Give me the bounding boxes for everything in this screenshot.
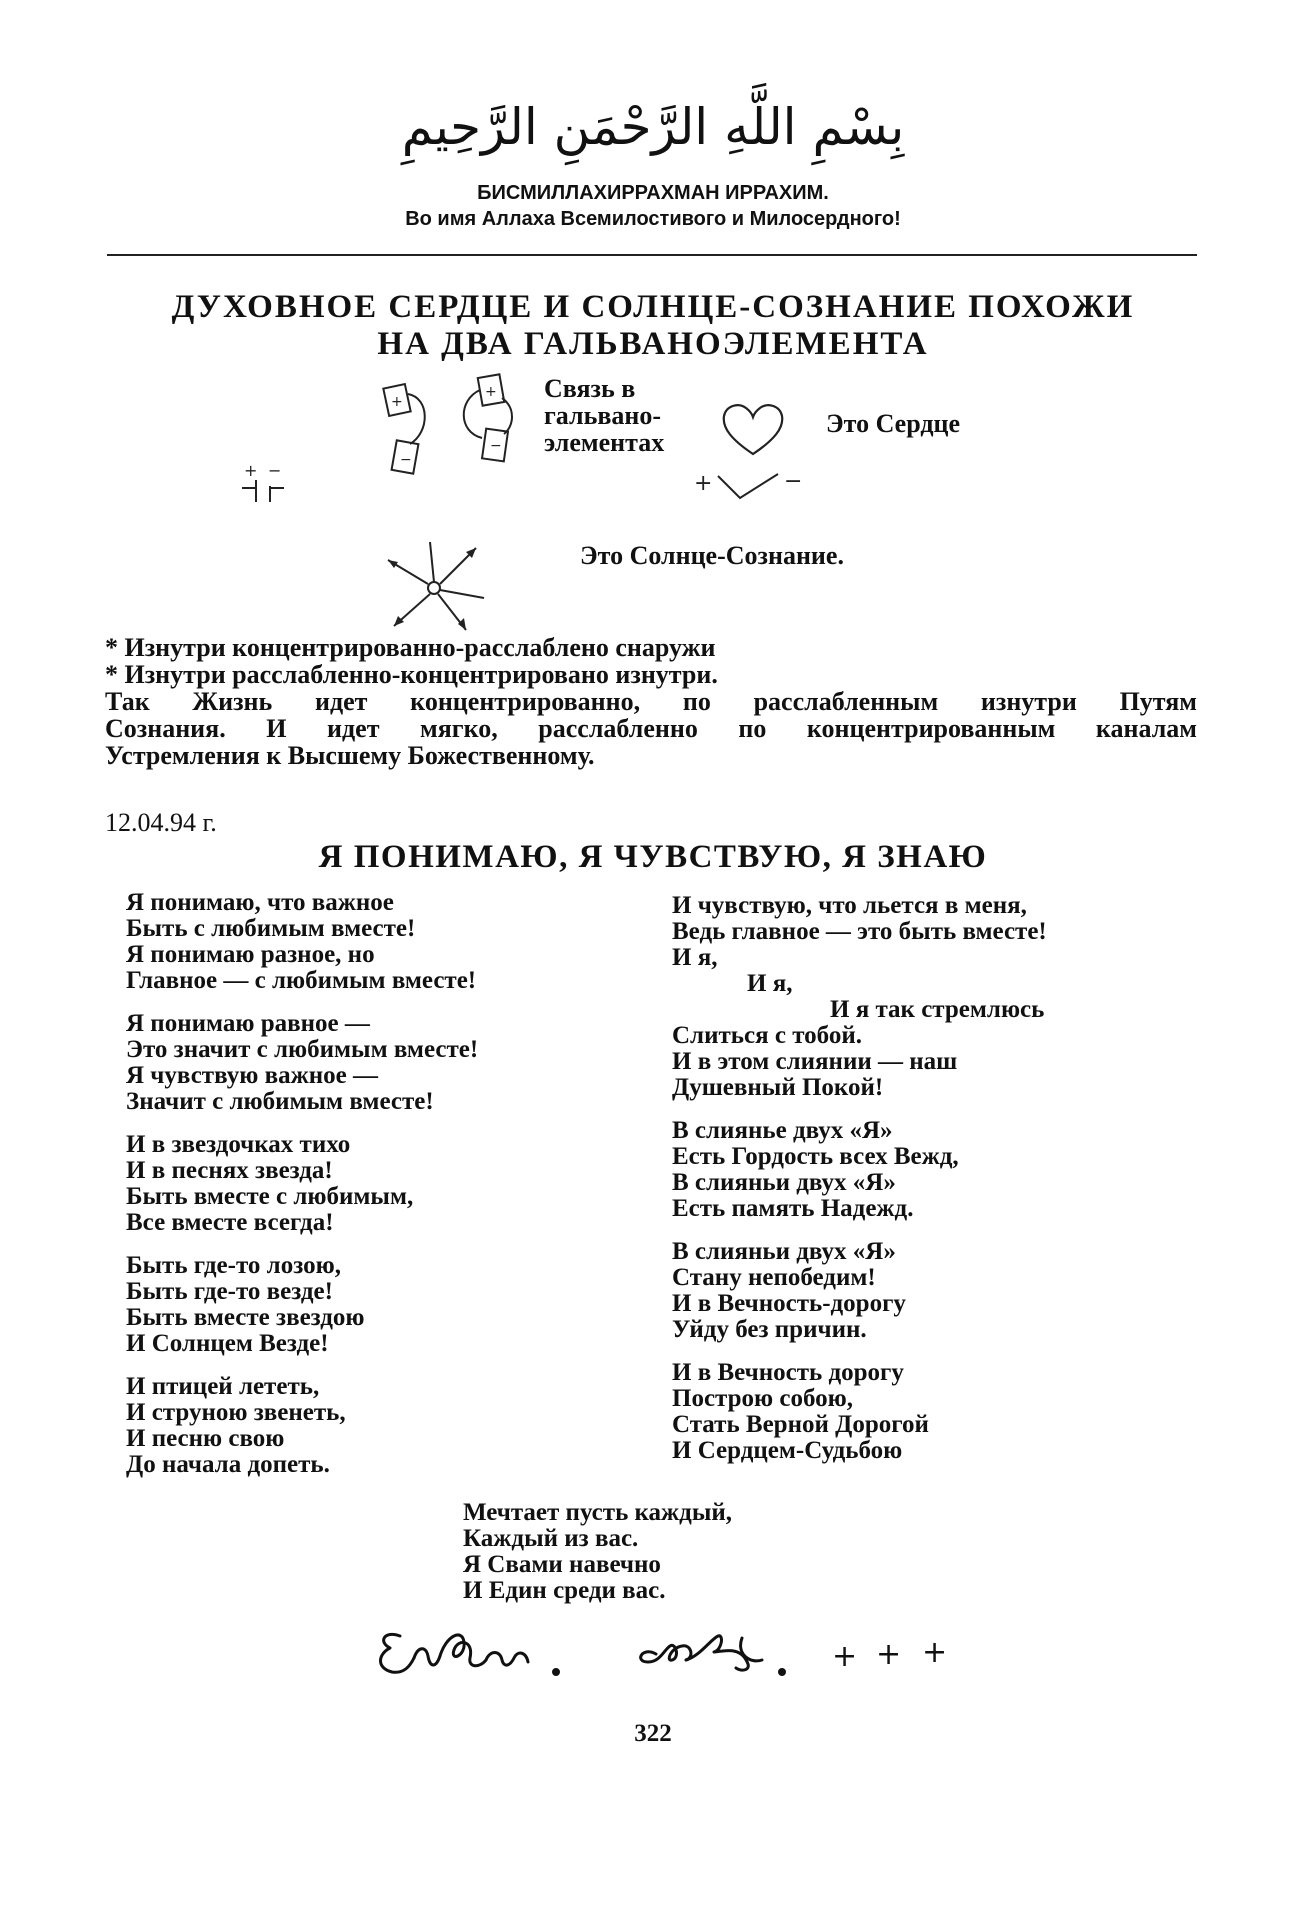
- svg-text:−: −: [490, 438, 502, 454]
- poem-line: И в Вечность-дорогу: [672, 1290, 906, 1317]
- poem-line: До начала допеть.: [126, 1451, 330, 1478]
- poem-line: В слияньи двух «Я»: [672, 1169, 896, 1196]
- poem-line: Я понимаю разное, но: [126, 941, 375, 968]
- battery-symbol-icon: [238, 462, 308, 506]
- poem-line: Построю собою,: [672, 1385, 854, 1412]
- connection-label-line-1: Связь в: [544, 374, 636, 403]
- heart-polarity-icon: [690, 462, 810, 508]
- bismillah-calligraphy: بِسْمِ اللَّهِ الرَّحْمَنِ الرَّحِيمِ: [401, 98, 905, 156]
- svg-text:+: +: [832, 1639, 858, 1674]
- poem-line: В слияньи двух «Я»: [672, 1238, 896, 1265]
- paragraph-line-1: Так Жизнь идет концентрированно, по расслабленным изнутри Путям: [105, 687, 1197, 716]
- poem-line: Душевный Покой!: [672, 1074, 884, 1101]
- poem-line: Стану непобедим!: [672, 1264, 876, 1291]
- poem-line: И в этом слиянии — наш: [672, 1048, 958, 1075]
- poem-left-column: [126, 890, 478, 1495]
- poem-line: Значит с любимым вместе!: [126, 1088, 434, 1115]
- poem-line: Каждый из вас.: [463, 1525, 639, 1552]
- poem-line: Есть память Надежд.: [672, 1195, 914, 1222]
- poem-line: Я понимаю равное —: [126, 1010, 370, 1037]
- section-title-line-1: ДУХОВНОЕ СЕРДЦЕ И СОЛНЦЕ-СОЗНАНИЕ ПОХОЖИ: [171, 289, 1135, 325]
- poem-stanza: [672, 893, 1047, 1101]
- bismillah-translation: Во имя Аллаха Всемилостивого и Милосердного!: [405, 208, 901, 230]
- poem-date: 12.04.94 г.: [105, 808, 217, 837]
- heart-label: Это Сердце: [826, 409, 960, 438]
- poem-line: И Солнцем Везде!: [126, 1330, 329, 1357]
- poem-line: В слиянье двух «Я»: [672, 1117, 893, 1144]
- poem-line: И я,: [747, 970, 793, 997]
- svg-text:−: −: [784, 469, 803, 494]
- poem-line: И песню свою: [126, 1425, 285, 1452]
- paragraph-line-2: Сознания. И идет мягко, расслабленно по концентрированным каналам: [105, 714, 1197, 743]
- poem-line: И в звездочках тихо: [126, 1131, 351, 1158]
- bismillah-transliteration: БИСМИЛЛАХИРРАХМАН ИРРАХИМ.: [477, 182, 829, 204]
- poem-line: Главное — с любимым вместе!: [126, 967, 477, 994]
- bullet-line-2: * Изнутри расслабленно-концентрировано изнутри.: [105, 660, 718, 689]
- svg-text:+: +: [485, 384, 497, 400]
- poem-line: И Сердцем-Судьбою: [672, 1437, 903, 1464]
- sun-label: Это Солнце-Сознание.: [580, 541, 844, 570]
- poem-line: И птицей лететь,: [126, 1373, 320, 1400]
- poem-line: Уйду без причин.: [672, 1316, 867, 1343]
- svg-text:+: +: [922, 1635, 948, 1670]
- poem-line: И струною звенеть,: [126, 1399, 346, 1426]
- poem-line: И в Вечность дорогу: [672, 1359, 904, 1386]
- poem-line: И в песнях звезда!: [126, 1157, 333, 1184]
- poem-line: Есть Гордость всех Вежд,: [672, 1143, 959, 1170]
- section-title-line-2: НА ДВА ГАЛЬВАНОЭЛЕМЕНТА: [377, 326, 929, 362]
- svg-text:−: −: [268, 461, 282, 480]
- poem-line: Все вместе всегда!: [126, 1209, 334, 1236]
- poem-line: И я,: [672, 944, 718, 971]
- poem-line: И чувствую, что льется в меня,: [672, 892, 1027, 919]
- poem-stanza: [672, 1239, 1047, 1343]
- poem-stanza: [672, 1118, 1047, 1222]
- svg-text:+: +: [391, 394, 403, 410]
- bullet-line-1: * Изнутри концентрированно-расслаблено снаружи: [105, 633, 716, 662]
- header-divider: [107, 254, 1197, 256]
- connection-label-line-2: гальвано-: [544, 401, 662, 430]
- svg-text:−: −: [400, 452, 412, 468]
- heart-icon: [718, 400, 788, 458]
- galvanic-cells-icon: [380, 372, 540, 502]
- poem-line: Быть вместе с любимым,: [126, 1183, 414, 1210]
- poem-line: И Един среди вас.: [463, 1577, 666, 1604]
- paragraph-line-3: Устремления к Высшему Божественному.: [105, 741, 595, 770]
- poem-stanza: [672, 1360, 1047, 1464]
- poem-right-column: [672, 893, 1047, 1481]
- poem-stanza: [126, 1253, 478, 1357]
- connection-label-line-3: элементах: [544, 428, 665, 457]
- poem-line: Слиться с тобой.: [672, 1022, 862, 1049]
- poem-line: Быть где-то лозою,: [126, 1252, 341, 1279]
- sun-consciousness-icon: [380, 538, 490, 638]
- poem-line: Мечтает пусть каждый,: [463, 1499, 733, 1526]
- poem-line: Я понимаю, что важное: [126, 889, 394, 916]
- svg-text:+: +: [876, 1637, 902, 1672]
- poem-line: Это значит с любимым вместе!: [126, 1036, 479, 1063]
- poem-line: И я так стремлюсь: [830, 996, 1045, 1023]
- poem-title: Я ПОНИМАЮ, Я ЧУВСТВУЮ, Я ЗНАЮ: [318, 839, 988, 875]
- poem-line: Я чувствую важное —: [126, 1062, 378, 1089]
- page-number: 322: [634, 1720, 672, 1747]
- poem-stanza: [126, 1132, 478, 1236]
- poem-line: Быть где-то везде!: [126, 1278, 333, 1305]
- poem-stanza: [126, 890, 478, 994]
- poem-stanza: [126, 1374, 478, 1478]
- handwritten-signature: [370, 1606, 990, 1696]
- poem-line: Быть вместе звездою: [126, 1304, 365, 1331]
- poem-line: Ведь главное — это быть вместе!: [672, 918, 1047, 945]
- poem-line: Стать Верной Дорогой: [672, 1411, 929, 1438]
- poem-line: Быть с любимым вместе!: [126, 915, 416, 942]
- svg-text:+: +: [694, 471, 713, 496]
- poem-stanza: [126, 1011, 478, 1115]
- svg-text:+: +: [244, 461, 258, 480]
- poem-final-stanza: [463, 1500, 732, 1604]
- poem-line: Я Свами навечно: [463, 1551, 661, 1578]
